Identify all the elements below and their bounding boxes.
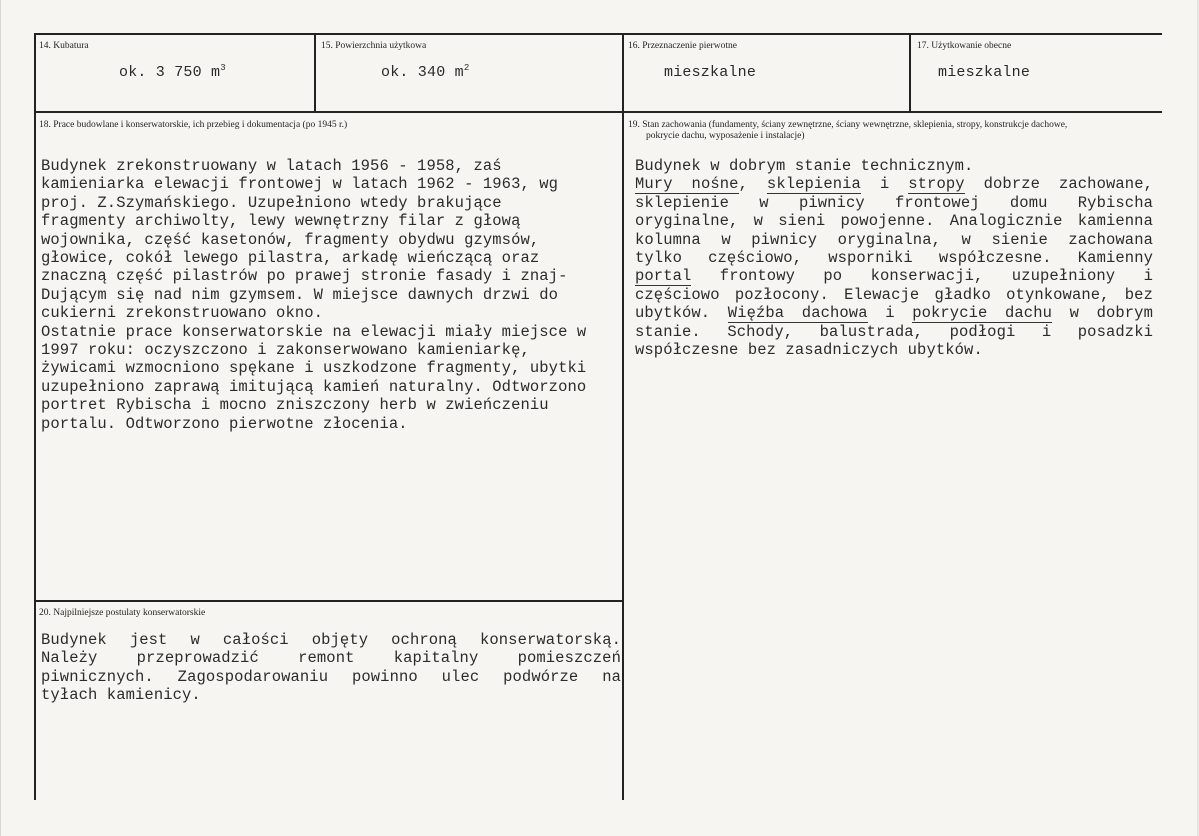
field-14-value-text: ok. 3 750 m: [119, 64, 221, 81]
text-line: cukierni zrekonstruowano okno.: [41, 304, 324, 323]
text-line: Dującym się nad nim gzymsem. W miejsce dawnych drzwi do: [41, 285, 559, 304]
text-line: Budynek zrekonstruowany w latach 1956 - 1958, zaś: [41, 157, 502, 175]
text-line: Budynek jest w całości objęty ochroną konserwatorską.: [41, 631, 621, 649]
field-19-line-5: [635, 231, 1153, 249]
field-19-line-10-part: ,: [913, 322, 950, 341]
field-20-label: 20. Najpilniejsze postulaty konserwatorskie: [39, 608, 206, 618]
text-line: głowice, cokół lewego pilastra, arkadę wieńczącą oraz: [41, 249, 540, 268]
rule-above-field-20: [34, 600, 624, 602]
term-podlogi: podłogi: [949, 322, 1016, 341]
field-17-value: mieszkalne: [938, 64, 1031, 81]
text-line: tyłach kamienicy.: [41, 686, 201, 705]
text-line: żywicami wzmocniono spękane i uszkodzone fragmenty, ubytki: [41, 359, 587, 378]
field-19-line-2-part: dobrze zachowane,: [964, 175, 1153, 194]
text-line: portret Rybischa i mocno zniszczony herb w zwieńczeniu: [41, 396, 549, 415]
field-19-line-2-part: ,: [738, 175, 748, 194]
field-16-value: mieszkalne: [664, 64, 757, 81]
field-19-label: [628, 120, 1158, 142]
field-14-label: 14. Kubatura: [39, 41, 89, 51]
text-line: Ostatnie prace konserwatorskie na elewacji miały miejsce w: [41, 322, 587, 341]
field-19-line-8: częściowo pozłocony. Elewacje gładko otynkowane, bez: [635, 285, 1153, 304]
field-16-label: 16. Przeznaczenie pierwotne: [628, 41, 737, 51]
field-15-value: [381, 64, 469, 81]
field-19-label-line-1: 19. Stan zachowania (fundamenty, ściany zewnętrzne, ściany wewnętrzne, sklepienia, stropy, konstrukcje dachowe,: [628, 120, 1068, 130]
field-19-line-6-part: współczesne. Kamienny: [912, 249, 1153, 268]
field-19-line-4: oryginalne, w sieni powojenne. Analogicznie kamienna: [635, 212, 1153, 231]
center-divider: [622, 33, 624, 800]
term-schody: Schody: [727, 322, 784, 341]
field-19-line-7-part: frontowy po konserwacji, uzupełniony i: [691, 267, 1153, 286]
text-line: wojownika, część kasetonów, fragmenty obydwu gzymsów,: [41, 230, 540, 249]
field-19-line-10-part: i: [1015, 322, 1078, 341]
term-sklepienia: sklepienia: [766, 175, 861, 194]
field-14-value-exponent: 3: [220, 63, 226, 73]
divider-14-15: [314, 33, 316, 113]
field-19-line-1: Budynek w dobrym stanie technicznym.: [635, 157, 974, 175]
term-posadzki: posadzki: [1077, 322, 1153, 341]
text-line: fragmenty archiwolty, lewy wewnętrzny filar z głową: [41, 212, 521, 231]
term-balustrada: balustrada: [819, 322, 914, 341]
field-19-line-10-part: ,: [783, 322, 820, 341]
field-19-line-10: [635, 323, 1153, 341]
term-stropy: stropy: [908, 175, 965, 194]
text-line: piwnicznych. Zagospodarowaniu powinno ulec podwórze na: [41, 667, 621, 686]
field-20-text: [41, 631, 621, 705]
text-line: 1997 roku: oczyszczono i zakonserwowano kamieniarkę,: [41, 341, 530, 360]
top-rule: [34, 33, 1162, 35]
field-19-line-9-part: w dobrym: [1052, 304, 1153, 323]
field-15-label: 15. Powierzchnia użytkowa: [321, 41, 427, 51]
field-15-value-text: ok. 340 m: [381, 64, 464, 81]
rule-under-header: [34, 111, 1162, 113]
term-kolumna: kolumna: [635, 230, 701, 249]
text-line: proj. Z.Szymańskiego. Uzupełniono wtedy brakujące: [41, 193, 502, 212]
field-19-label-line-2: pokrycie dachu, wyposażenie i instalacje): [646, 131, 805, 141]
term-mury-nosne: Mury nośne: [635, 175, 739, 194]
field-15-value-exponent: 2: [463, 63, 470, 73]
field-19-line-3: sklepienie w piwnicy frontowej domu Rybischa: [635, 193, 1153, 212]
term-pokrycie-dachu: pokrycie dachu: [912, 304, 1052, 323]
field-19-line-6-part: tylko częściowo,: [635, 249, 829, 268]
field-19-line-2: [635, 175, 1153, 193]
field-19-line-5-part: w piwnicy oryginalna, w sienie zachowana: [700, 230, 1153, 249]
field-19-line-9: [635, 304, 1153, 322]
term-wiezba-dachowa: Więźba dachowa: [727, 304, 868, 323]
text-line: znaczną część pilastrów po prawej stronie fasady i znaj-: [41, 267, 568, 286]
field-19-line-9-part: i: [867, 304, 913, 323]
field-18-label: 18. Prace budowlane i konserwatorskie, ich przebieg i dokumentacja (po 1945 r.): [39, 120, 348, 130]
field-19-line-10-part: stanie.: [635, 322, 728, 341]
field-19-line-9-part: ubytków.: [635, 304, 728, 323]
field-19-line-7: [635, 267, 1153, 285]
term-portal: portal: [635, 267, 692, 286]
field-19-line-6: [635, 249, 1153, 267]
field-14-value: [119, 64, 226, 81]
text-line: kamieniarka elewacji frontowej w latach 1962 - 1963, wg: [41, 175, 559, 194]
left-border: [34, 33, 36, 800]
text-line: uzupełniono zaprawą imitującą kamień naturalny. Odtworzono: [41, 377, 587, 396]
field-19-text: [635, 157, 1153, 359]
text-line: portalu. Odtworzono pierwotne złocenia.: [41, 414, 408, 433]
divider-16-17: [909, 33, 911, 113]
text-line: Należy przeprowadzić remont kapitalny pomieszczeń: [41, 649, 621, 668]
field-17-label: 17. Użytkowanie obecne: [917, 41, 1012, 51]
field-19-line-11: współczesne bez zasadniczych ubytków.: [635, 341, 983, 360]
field-19-line-2-part: i: [860, 175, 909, 194]
term-wsporniki: wsporniki: [828, 249, 913, 268]
field-18-text: [41, 157, 619, 433]
